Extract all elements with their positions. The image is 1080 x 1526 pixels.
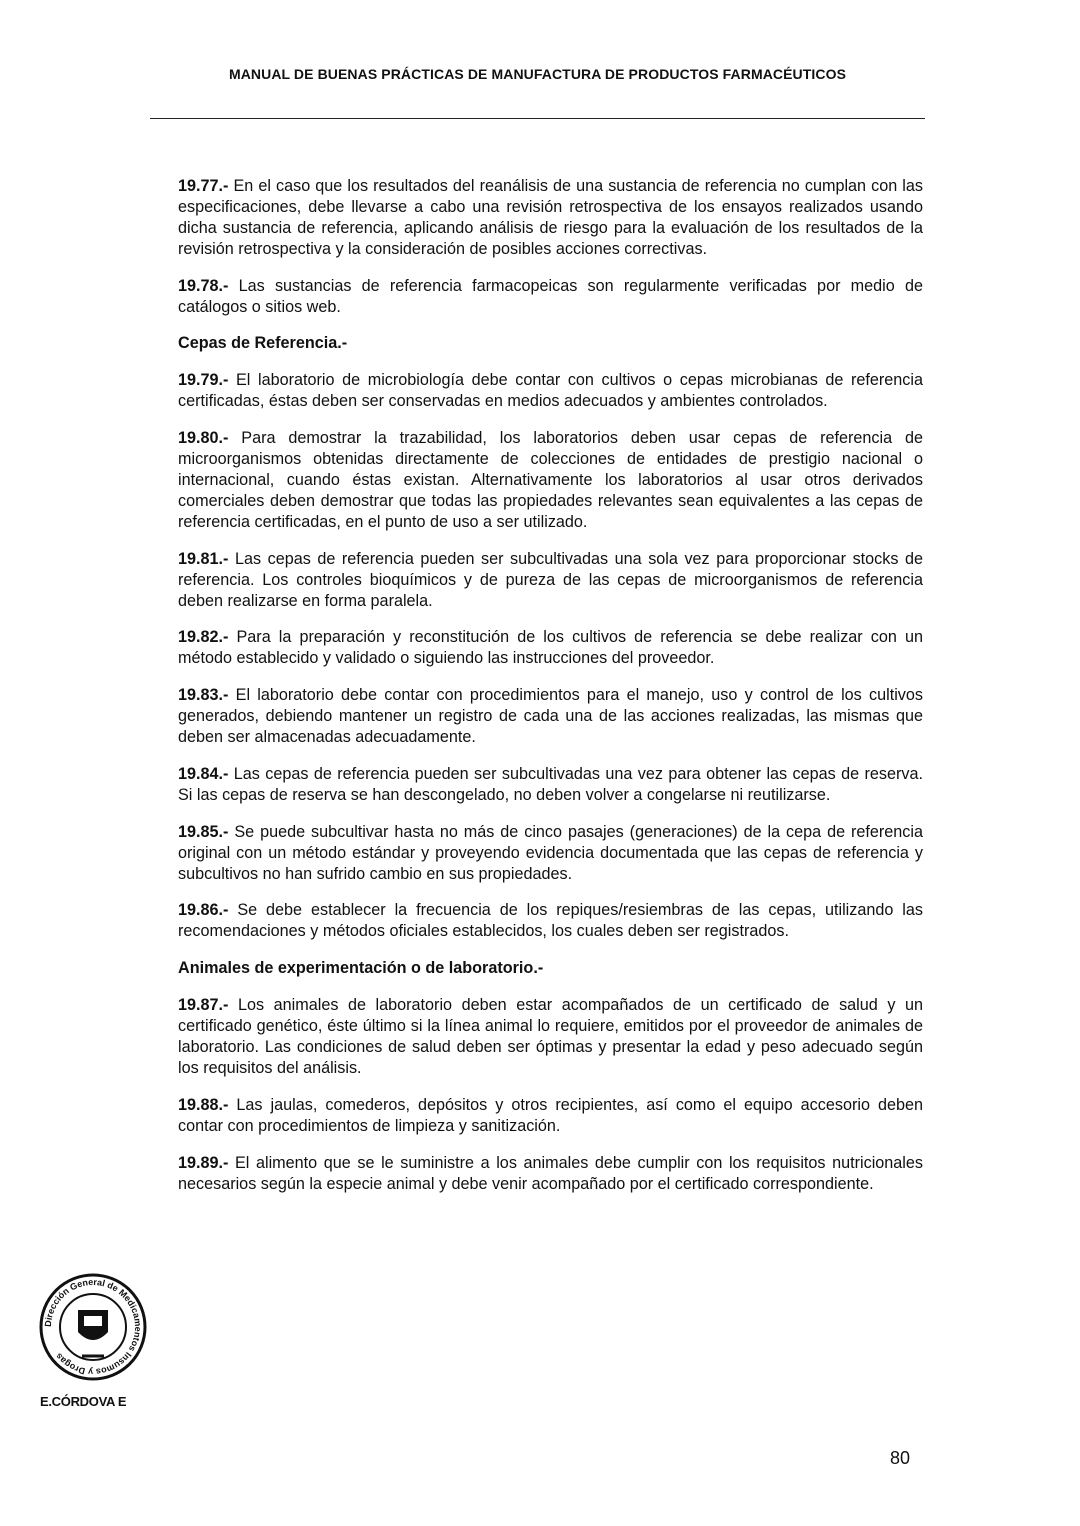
- paragraph-19-78: [178, 276, 923, 318]
- section-heading-animales: Animales de experimentación o de laboratorio.-: [178, 959, 544, 978]
- clause-text: Para la preparación y reconstitución de los cultivos de referencia se debe realizar con un método establecido y validado o siguiendo las instrucciones del proveedor.: [178, 628, 923, 668]
- clause-number: 19.87.-: [178, 996, 229, 1015]
- clause-text: Se puede subcultivar hasta no más de cinco pasajes (generaciones) de la cepa de referencia original con un método estándar y proveyendo evidencia documentada que las cepas de referencia y subcultivos no han sufrido cambio en sus propiedades.: [178, 822, 923, 883]
- header-rule: [150, 118, 925, 119]
- clause-number: 19.77.-: [178, 177, 229, 195]
- clause-text: Para demostrar la trazabilidad, los laboratorios deben usar cepas de referencia de microorganismos obtenidas directamente de colecciones de entidades de prestigio nacional o internacional, cuando éstas existan. Alternativamente los laboratorios al usar otros derivados comerciales deben demostrar que todas las propiedades relevantes sean equivalentes a las cepas de referencia certificadas, en el punto de uso a ser utilizado.: [178, 429, 923, 531]
- clause-number: 19.83.-: [178, 686, 229, 705]
- clause-number: 19.78.-: [178, 276, 229, 295]
- clause-number: 19.88.-: [178, 1095, 229, 1114]
- clause-text: Las cepas de referencia pueden ser subcultivadas una vez para obtener las cepas de reserva. Si las cepas de reserva se han descongelado, no deben volver a congelarse ni reutilizarse.: [178, 764, 923, 804]
- paragraph-19-86: [178, 900, 923, 942]
- paragraph-19-85: [178, 822, 923, 885]
- clause-text: El alimento que se le suministre a los animales debe cumplir con los requisitos nutricionales necesarios según la especie animal y debe venir acompañado por el certificado correspondiente.: [178, 1153, 923, 1193]
- clause-number: 19.84.-: [178, 764, 229, 783]
- clause-number: 19.81.-: [178, 549, 229, 568]
- clause-number: 19.89.-: [178, 1153, 229, 1172]
- clause-number: 19.80.-: [178, 429, 229, 448]
- clause-number: 19.82.-: [178, 628, 229, 647]
- paragraph-19-82: [178, 627, 923, 669]
- clause-text: El laboratorio de microbiología debe contar con cultivos o cepas microbianas de referencia certificadas, éstas deben ser conservadas en medios adecuados y ambientes controlados.: [178, 371, 923, 411]
- paragraph-19-84: [178, 764, 923, 806]
- paragraph-19-87: [178, 995, 923, 1079]
- clause-text: Los animales de laboratorio deben estar acompañados de un certificado de salud y un certificado genético, éste último si la línea animal lo requiere, emitidos por el proveedor de animales de laboratorio. Las condiciones de salud deben ser óptimas y presentar la edad y peso adecuado según los requisitos del análisis.: [178, 996, 923, 1077]
- clause-text: Las sustancias de referencia farmacopeicas son regularmente verificadas por medio de catálogos o sitios web.: [178, 276, 923, 316]
- page-number: 80: [890, 1448, 911, 1468]
- clause-number: 19.85.-: [178, 822, 229, 841]
- clause-number: 19.79.-: [178, 371, 229, 390]
- clause-text: Las jaulas, comederos, depósitos y otros recipientes, así como el equipo accesorio deben contar con procedimientos de limpieza y sanitización.: [178, 1095, 923, 1135]
- running-header: MANUAL DE BUENAS PRÁCTICAS DE MANUFACTURA DE PRODUCTOS FARMACÉUTICOS: [228, 66, 847, 82]
- paragraph-19-77: [178, 176, 923, 260]
- paragraph-19-81: [178, 549, 923, 612]
- clause-text: Se debe establecer la frecuencia de los repiques/resiembras de las cepas, utilizando las recomendaciones y métodos oficiales establecidos, los cuales deben ser registrados.: [178, 901, 923, 941]
- clause-text: Las cepas de referencia pueden ser subcultivadas una sola vez para proporcionar stocks de referencia. Los controles bioquímicos y de pureza de las cepas de microorganismos de referencia deben realizarse en forma paralela.: [178, 549, 923, 610]
- clause-text: En el caso que los resultados del reanálisis de una sustancia de referencia no cumplan con las especificaciones, debe llevarse a cabo una revisión retrospectiva de los ensayos realizados usando dicha sustancia de referencia, aplicando análisis de riesgo para la evaluación de los resultados de la revisión retrospectiva y la consideración de posibles acciones correctivas.: [178, 177, 923, 258]
- clause-text: El laboratorio debe contar con procedimientos para el manejo, uso y control de los cultivos generados, debiendo mantener un registro de cada una de las acciones realizadas, las mismas que deben ser almacenadas adecuadamente.: [178, 686, 923, 747]
- seal-ring-text: Dirección General de Medicamentos Insumos y Drogas: [42, 1276, 144, 1378]
- clause-number: 19.86.-: [178, 901, 229, 920]
- paragraph-19-83: [178, 685, 923, 748]
- paragraph-19-89: [178, 1153, 923, 1195]
- document-body: [178, 176, 923, 1210]
- paragraph-19-80: [178, 428, 923, 533]
- section-heading-cepas: Cepas de Referencia.-: [178, 334, 348, 353]
- paragraph-19-79: [178, 370, 923, 412]
- official-seal-icon: [38, 1270, 148, 1385]
- seal-signature-name: E.CÓRDOVA E: [40, 1394, 127, 1409]
- paragraph-19-88: [178, 1095, 923, 1137]
